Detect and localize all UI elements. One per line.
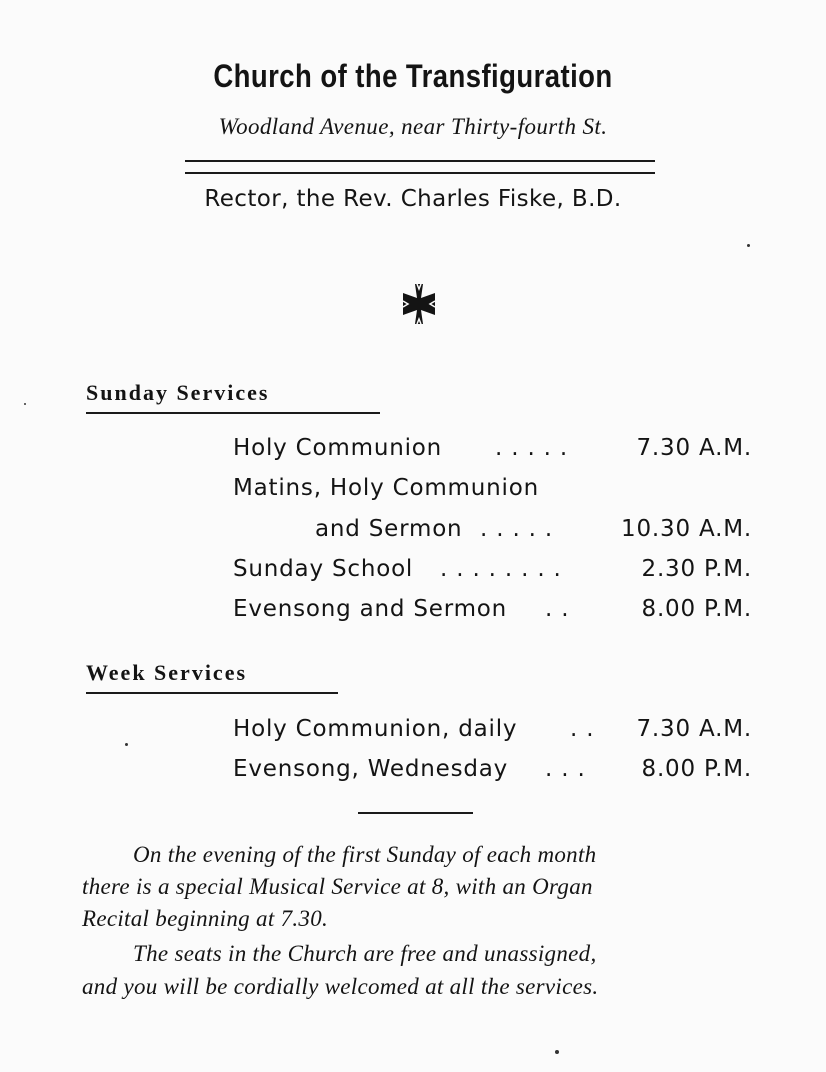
dot-leader: . . . . . . . .: [440, 556, 562, 582]
service-name: Matins, Holy Communion: [233, 475, 539, 501]
seats-note-line: and you will be cordially welcomed at all the services.: [82, 974, 599, 999]
dot-leader: . .: [545, 596, 570, 622]
service-time: 7.30 A.M.: [636, 435, 752, 461]
ink-speck: [555, 1050, 559, 1054]
rector-line: Rector, the Rev. Charles Fiske, B.D.: [204, 186, 622, 212]
divider-bottom: [185, 172, 655, 174]
service-name: Evensong and Sermon: [233, 596, 508, 622]
musical-service-note-line: Recital beginning at 7.30.: [82, 906, 329, 931]
dot-leader: . . . . .: [495, 435, 568, 461]
ink-speck: [747, 244, 750, 247]
dot-leader: . . . . .: [480, 516, 553, 542]
dot-leader: . .: [570, 716, 595, 742]
cross-icon: [395, 283, 443, 325]
service-name: Sunday School: [233, 556, 414, 582]
week-services-heading: Week Services: [86, 660, 248, 685]
service-name: Holy Communion, daily: [233, 716, 518, 742]
church-name: Church of the Transfiguration: [213, 58, 613, 94]
seats-note-line: The seats in the Church are free and unassigned,: [133, 941, 597, 966]
divider-top: [185, 160, 655, 162]
service-time: 2.30 P.M.: [641, 556, 752, 582]
service-time: 8.00 P.M.: [641, 756, 752, 782]
service-name: and Sermon: [315, 516, 463, 542]
sunday-services-heading: Sunday Services: [86, 380, 270, 405]
service-time: 7.30 A.M.: [636, 716, 752, 742]
musical-service-note-line: there is a special Musical Service at 8, with an Organ: [82, 874, 593, 899]
church-address: Woodland Avenue, near Thirty-fourth St.: [218, 114, 608, 139]
week-heading-underline: [86, 692, 338, 694]
ink-speck: [24, 403, 26, 405]
dot-leader: . . .: [545, 756, 586, 782]
musical-service-note-line: On the evening of the first Sunday of each month: [133, 842, 597, 867]
service-name: Evensong, Wednesday: [233, 756, 509, 782]
service-name: Holy Communion: [233, 435, 443, 461]
service-time: 8.00 P.M.: [641, 596, 752, 622]
service-time: 10.30 A.M.: [621, 516, 752, 542]
sunday-heading-underline: [86, 412, 380, 414]
ink-speck: [125, 743, 128, 746]
short-divider: [358, 812, 473, 814]
